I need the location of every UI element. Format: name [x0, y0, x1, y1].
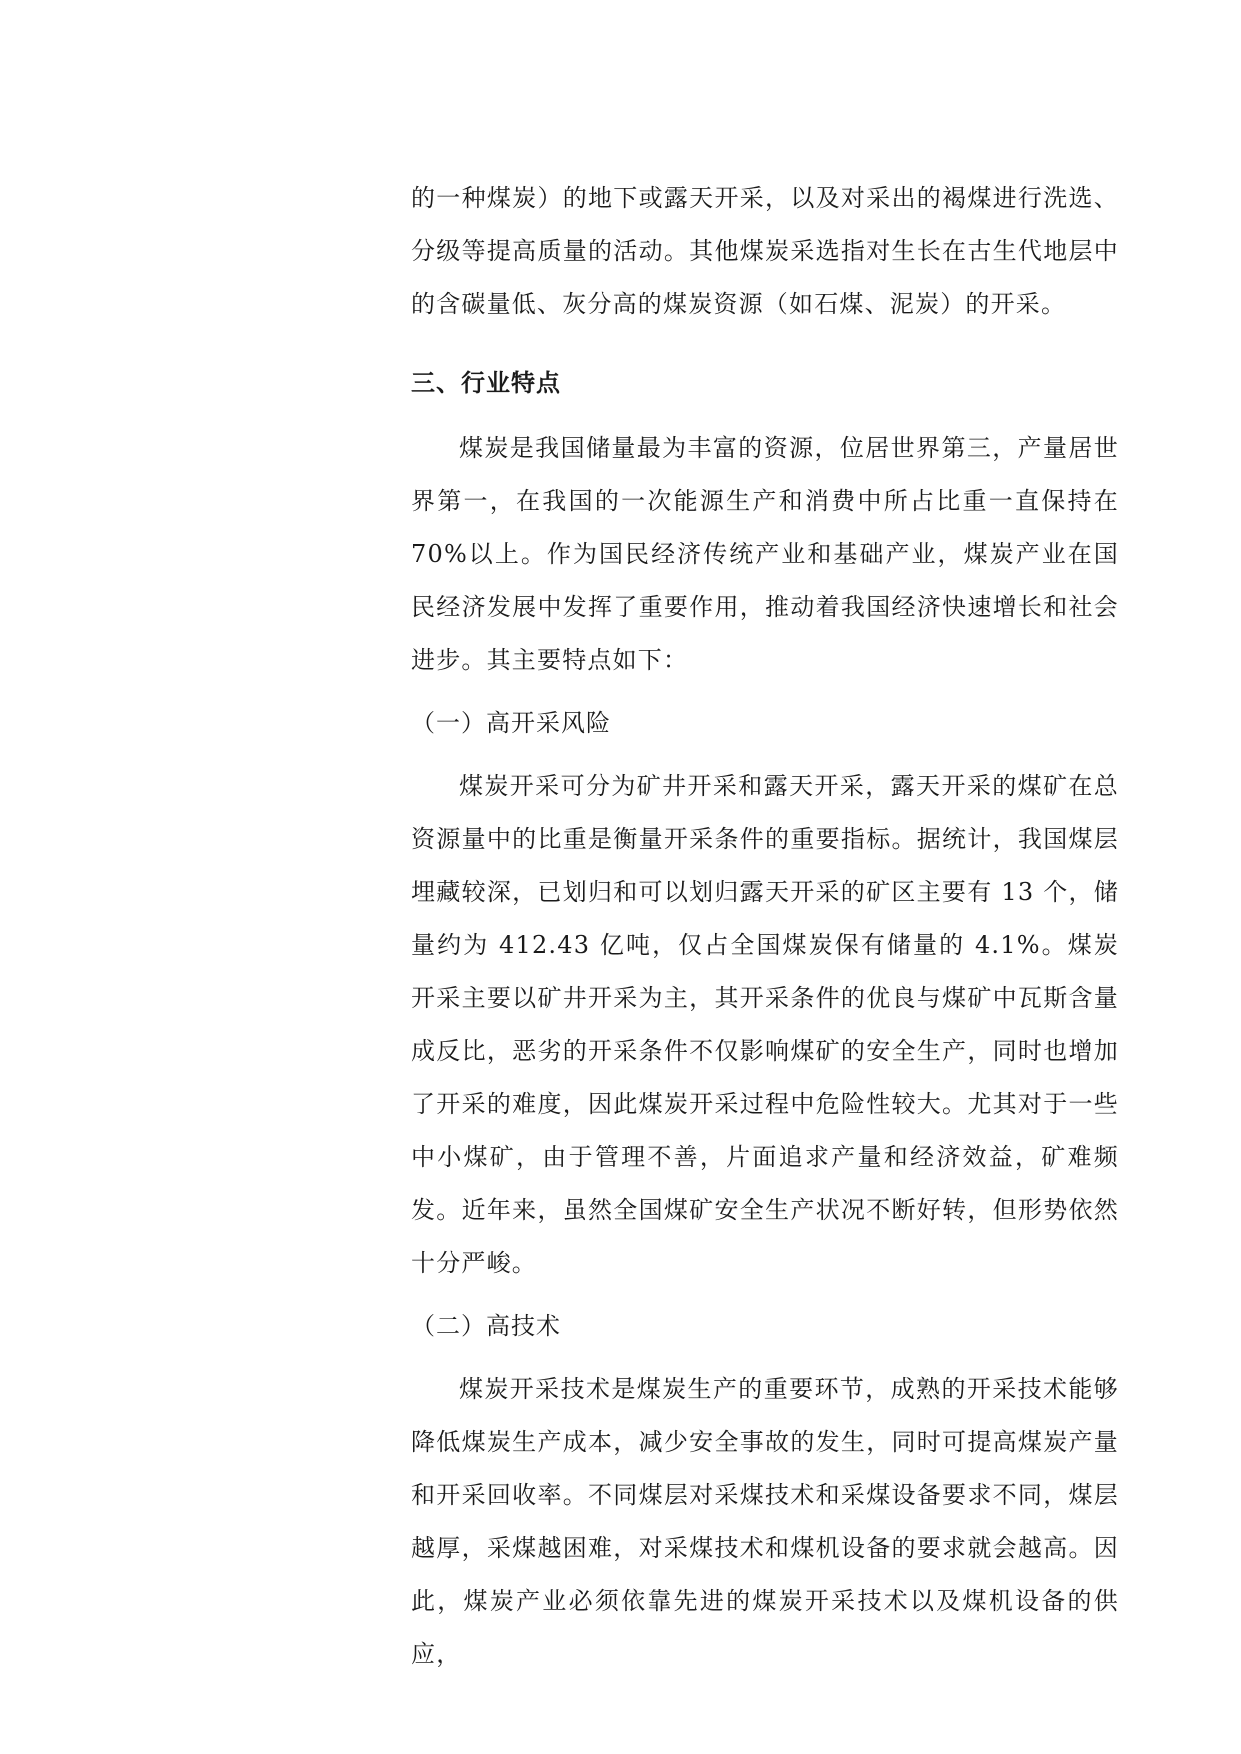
spacer [411, 331, 1119, 345]
section-heading: 三、行业特点 [411, 369, 561, 397]
section-paragraph: 煤炭是我国储量最为丰富的资源，位居世界第三，产量居世界第一，在我国的一次能源生产和消费中所占比重一直保持在70%以上。作为国民经济传统产业和基础产业，煤炭产业在国民经济发展中发挥了重要作用，推动着我国经济快速增长和社会进步。其主要特点如下： [411, 434, 1119, 674]
text-column [411, 172, 1119, 1681]
subsection-paragraph-2: 煤炭开采技术是煤炭生产的重要环节，成熟的开采技术能够降低煤炭生产成本，减少安全事故的发生，同时可提高煤炭产量和开采回收率。不同煤层对采煤技术和采煤设备要求不同，煤层越厚，采煤越困难，对采煤技术和煤机设备的要求就会越高。因此，煤炭产业必须依靠先进的煤炭开采技术以及煤机设备的供应， [411, 1375, 1119, 1668]
intro-paragraph: 的一种煤炭）的地下或露天开采，以及对采出的褐煤进行洗选、分级等提高质量的活动。其他煤炭采选指对生长在古生代地层中的含碳量低、灰分高的煤炭资源（如石煤、泥炭）的开采。 [411, 184, 1119, 318]
subsection-paragraph-1: 煤炭开采可分为矿井开采和露天开采，露天开采的煤矿在总资源量中的比重是衡量开采条件的重要指标。据统计，我国煤层埋藏较深，已划归和可以划归露天开采的矿区主要有 13 个，储量约为 412.43 亿吨，仅占全国煤炭保有储量的 4.1%。煤炭开采主要以矿井开采为主，其开采条件的优良与煤矿中瓦斯含量成反比，恶劣的开采条件不仅影响煤矿的安全生产，同时也增加了开采的难度，因此煤炭开采过程中危险性较大。尤其对于一些中小煤矿，由于管理不善，片面追求产量和经济效益，矿难频发。近年来，虽然全国煤矿安全生产状况不断好转，但形势依然十分严峻。 [411, 772, 1119, 1277]
subsection-heading-2: （二）高技术 [411, 1312, 561, 1340]
subsection-heading-1: （一）高开采风险 [411, 709, 611, 737]
